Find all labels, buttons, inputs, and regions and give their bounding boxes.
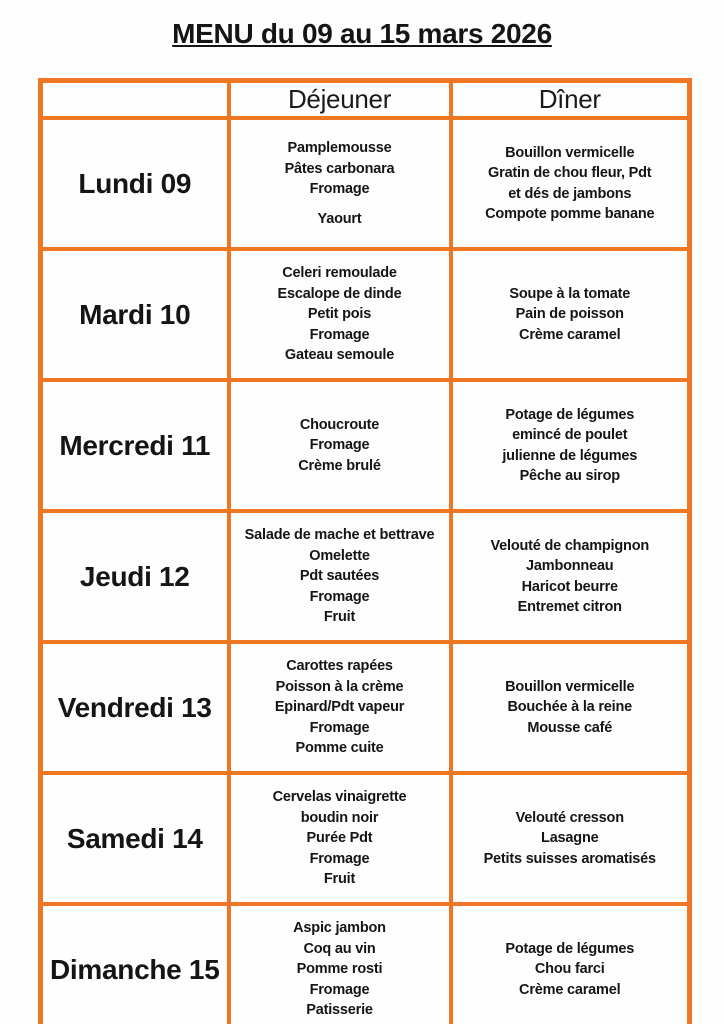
day-cell: Dimanche 15 — [41, 904, 229, 1024]
diner-cell: Potage de légumes emincé de poulet julienne de légumes Pêche au sirop — [451, 380, 690, 511]
dejeuner-cell: Celeri remoulade Escalope de dinde Petit pois Fromage Gateau semoule — [229, 249, 451, 380]
table-row-dimanche — [41, 904, 690, 1024]
diner-cell: Velouté de champignon Jambonneau Haricot beurre Entremet citron — [451, 511, 690, 642]
table-row-samedi — [41, 773, 690, 904]
dejeuner-cell: Aspic jambon Coq au vin Pomme rosti Fromage Patisserie — [229, 904, 451, 1024]
day-cell: Lundi 09 — [41, 118, 229, 249]
column-header-diner: Dîner — [451, 81, 690, 119]
weekly-menu-table — [38, 78, 692, 1024]
day-cell: Samedi 14 — [41, 773, 229, 904]
table-row-mardi — [41, 249, 690, 380]
day-cell: Jeudi 12 — [41, 511, 229, 642]
table-row-vendredi — [41, 642, 690, 773]
day-cell: Mardi 10 — [41, 249, 229, 380]
day-cell: Vendredi 13 — [41, 642, 229, 773]
dejeuner-cell: Carottes rapées Poisson à la crème Epinard/Pdt vapeur Fromage Pomme cuite — [229, 642, 451, 773]
day-cell: Mercredi 11 — [41, 380, 229, 511]
dejeuner-cell: Salade de mache et bettrave Omelette Pdt sautées Fromage Fruit — [229, 511, 451, 642]
header-row — [41, 81, 690, 119]
table-row-mercredi — [41, 380, 690, 511]
diner-cell: Bouillon vermicelle Gratin de chou fleur, Pdt et dés de jambons Compote pomme banane — [451, 118, 690, 249]
table-row-jeudi — [41, 511, 690, 642]
dejeuner-cell: Pamplemousse Pâtes carbonara Fromage Yaourt — [229, 118, 451, 249]
dejeuner-cell: Cervelas vinaigrette boudin noir Purée Pdt Fromage Fruit — [229, 773, 451, 904]
table-row-lundi — [41, 118, 690, 249]
diner-cell: Bouillon vermicelle Bouchée à la reine Mousse café — [451, 642, 690, 773]
dejeuner-cell: Choucroute Fromage Crème brulé — [229, 380, 451, 511]
corner-cell — [41, 81, 229, 119]
diner-cell: Potage de légumes Chou farci Crème caramel — [451, 904, 690, 1024]
diner-cell: Velouté cresson Lasagne Petits suisses aromatisés — [451, 773, 690, 904]
page-title: MENU du 09 au 15 mars 2026 — [172, 18, 552, 49]
diner-cell: Soupe à la tomate Pain de poisson Crème caramel — [451, 249, 690, 380]
column-header-dejeuner: Déjeuner — [229, 81, 451, 119]
